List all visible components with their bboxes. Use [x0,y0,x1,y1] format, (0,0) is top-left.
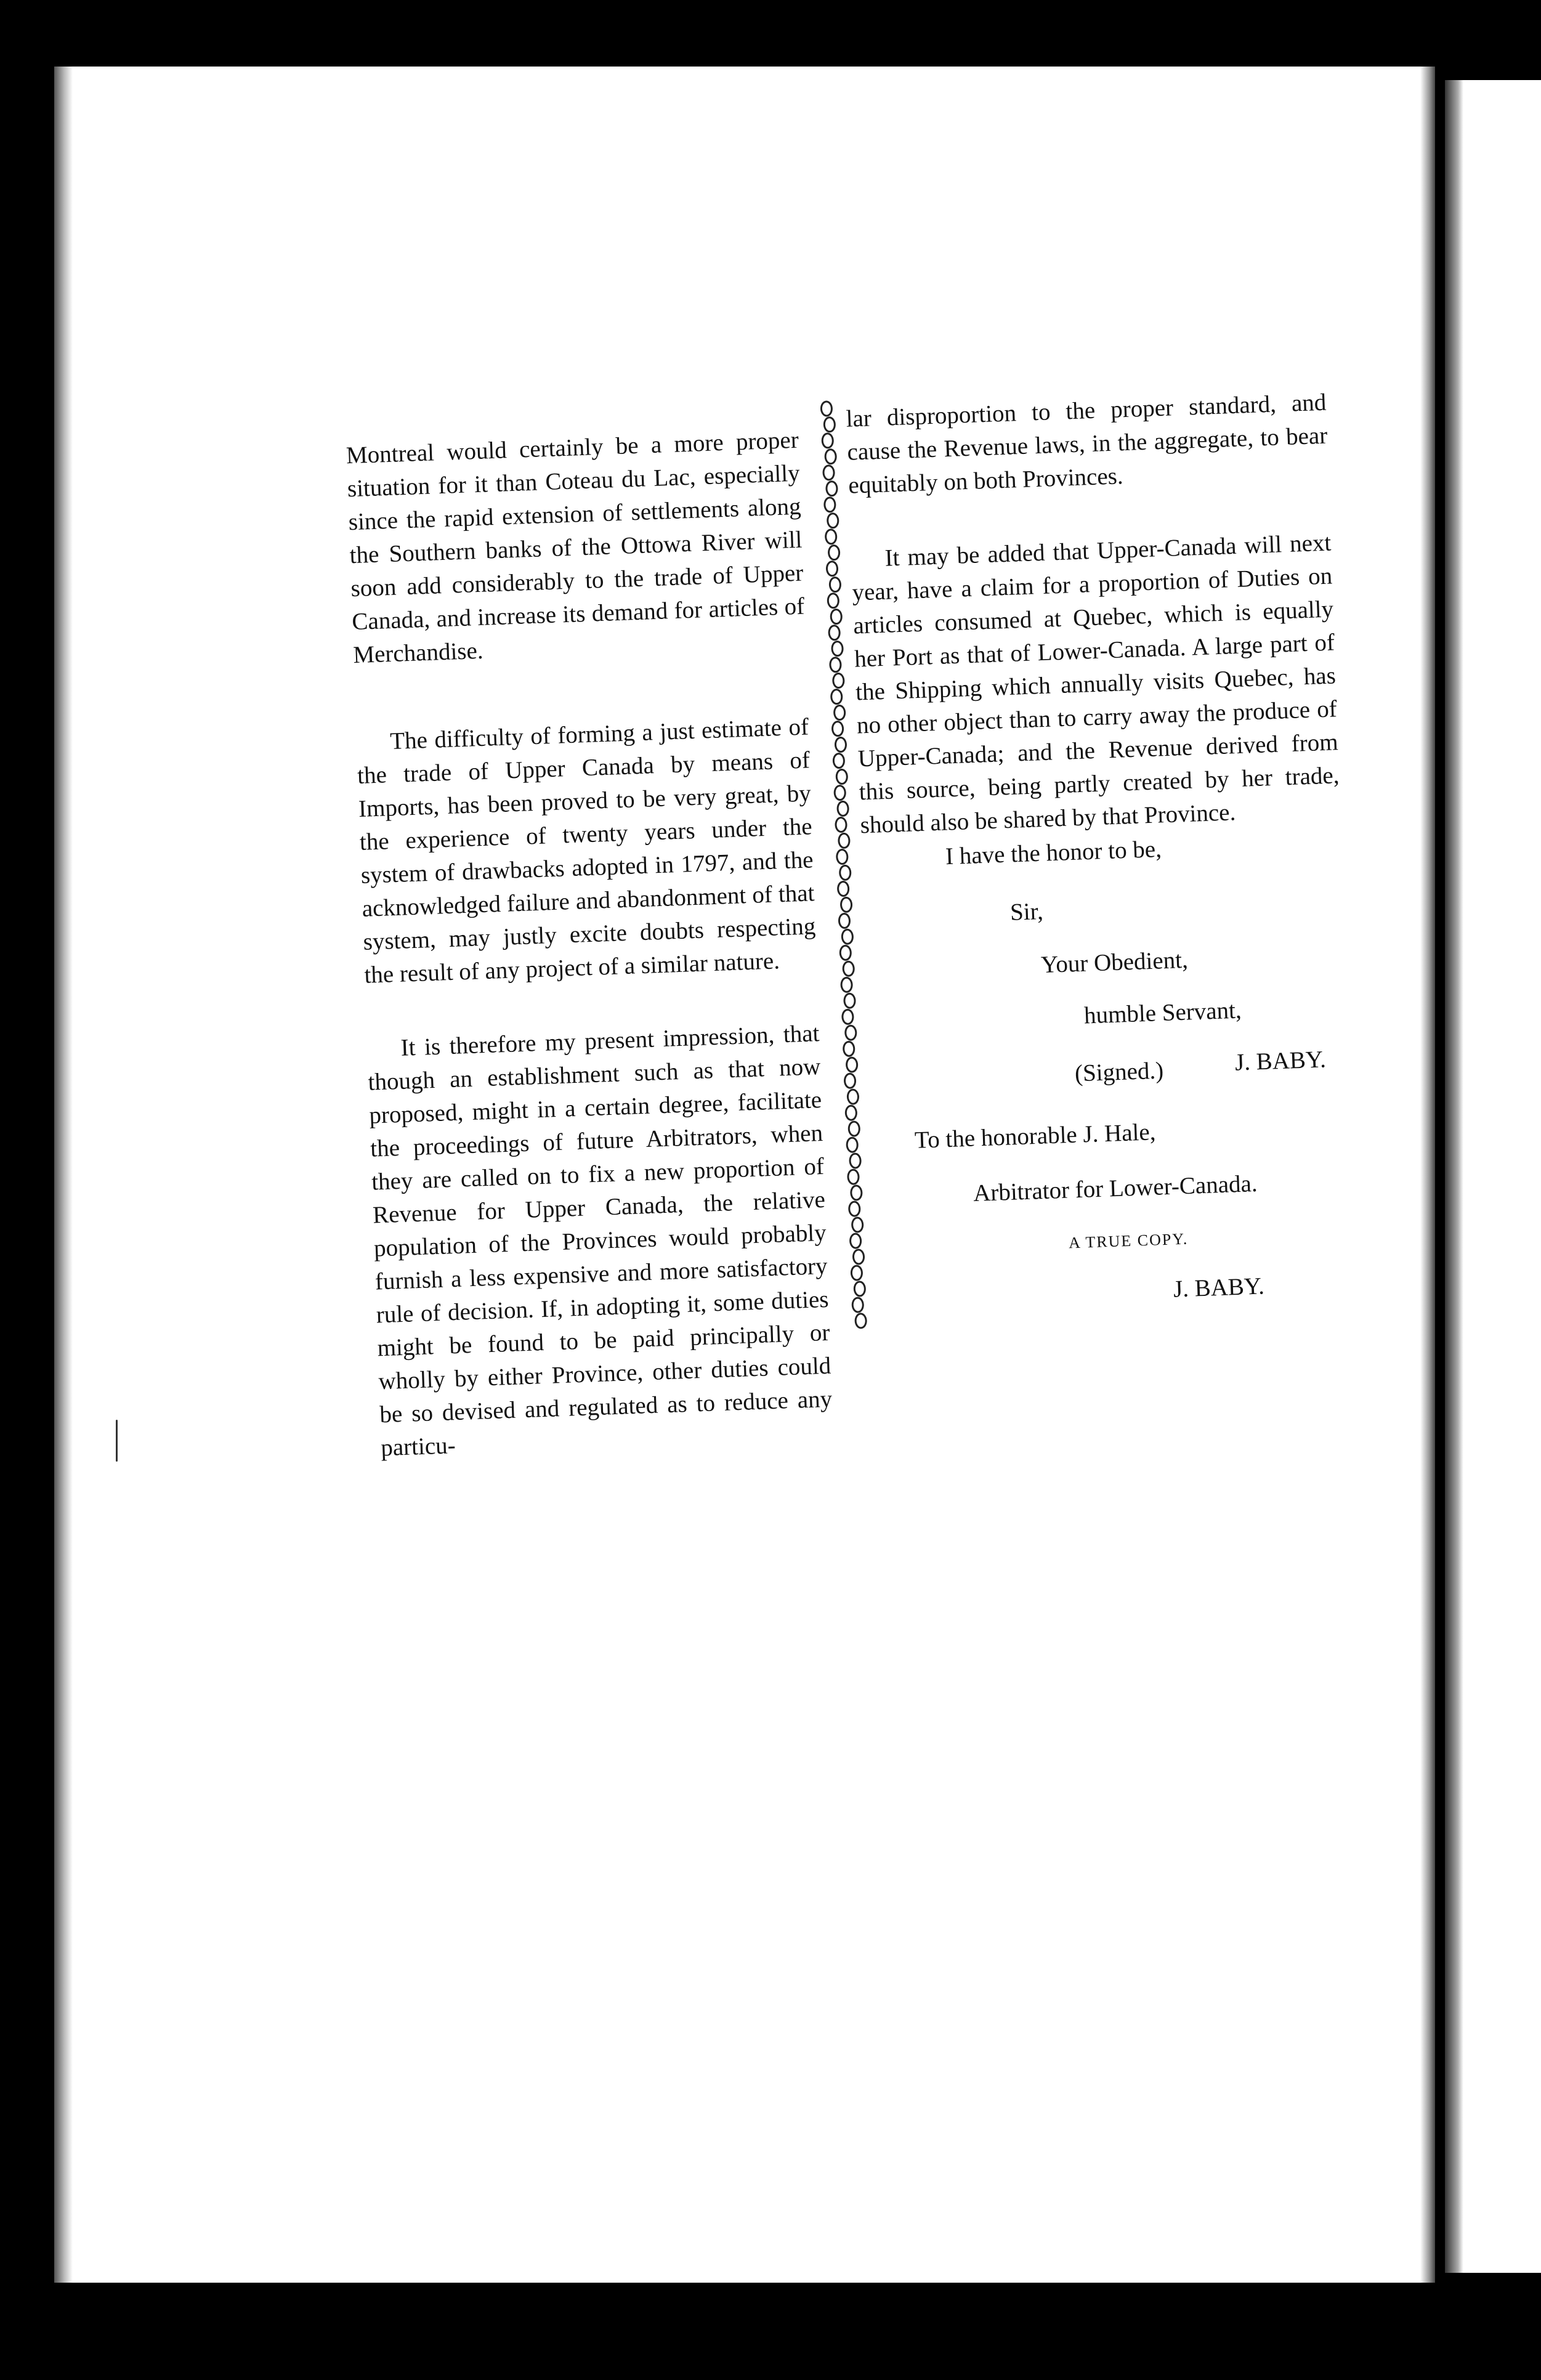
divider-link [844,1072,857,1089]
divider-link [839,945,852,961]
divider-link [833,785,846,801]
divider-link [840,977,853,994]
divider-link [825,528,838,545]
divider-link [833,705,846,721]
signed-name: J. BABY. [1234,1046,1327,1076]
divider-link [832,673,845,689]
divider-link [846,1056,859,1073]
divider-link [851,1216,864,1233]
divider-link [850,1265,863,1281]
divider-link [828,544,841,561]
left-text-column [346,424,834,1465]
divider-link [849,1232,862,1249]
divider-link [823,416,836,433]
left-paragraph-1: Montreal would certainly be a more proper situation for it than Coteau du Lac, especially since the rapid extension of settlements along the Southern banks of the Ottowa River will soon add considerably to the trade of Upper Canada, and increase its demand for articles of Merchandise. [346,426,805,669]
divider-link [847,1120,860,1137]
divider-link [849,1152,862,1169]
divider-link [836,849,849,865]
divider-link [843,992,856,1009]
divider-link [827,512,839,529]
divider-link [850,1184,863,1201]
divider-link [836,801,849,817]
divider-link [820,400,833,417]
divider-link [828,577,841,593]
divider-link [830,609,843,625]
divider-link [835,817,847,833]
divider-link [835,737,847,753]
divider-link [824,448,837,465]
closing-line-sir: Sir, [1009,898,1044,926]
margin-mark [116,1420,118,1462]
divider-link [844,1104,857,1121]
divider-link [825,480,838,497]
divider-link [847,1168,860,1185]
divider-link [841,928,854,945]
right-text-column [846,386,1341,843]
addressee-line: To the honorable J. Hale, [914,1119,1157,1154]
divider-link [837,881,850,897]
closing-line-honor: I have the honor to be, [945,835,1162,870]
divider-link [823,496,836,513]
divider-link [832,753,845,769]
divider-link [842,960,855,977]
divider-link [822,464,835,481]
divider-link [835,769,848,785]
divider-link [838,913,851,929]
divider-link [844,1024,857,1041]
divider-link [821,432,834,449]
divider-link [829,657,842,673]
divider-link [854,1313,867,1329]
addressee-title: Arbitrator for Lower-Canada. [973,1170,1258,1207]
divider-link [838,833,851,849]
page-right-edge-shadow [1420,67,1435,2283]
divider-link [841,1009,854,1026]
left-paragraph-3: It is therefore my present impression, that though an establishment such as that now proposed, might in a certain degree, facilitate the proceedings of future Arbitrators, when they are called on to fix a new proportion of Revenue for Upper Canada, the relative population of the Provinces would probably furnish a less expensive and more satisfactory rule of decision. If, in adopting it, some duties might be found to be paid principally or wholly by either Province, other duties could be so devised and regulated as to reduce any particu- [367,1020,833,1462]
true-copy-label: A TRUE COPY. [1068,1229,1189,1252]
left-paragraph-2: The difficulty of forming a just estimate of the trade of Upper Canada by means of Imports, has been proved to be very great, by the experience of twenty years under the system of drawbacks adopted in 1797, and the acknowledged failure and abandonment of that system, may justly excite doubts respecting the result of any project of a similar nature. [357,713,816,989]
divider-link [839,865,852,881]
adjacent-page-shadow [1445,80,1463,2273]
divider-link [846,1136,859,1153]
divider-link [840,896,853,913]
closing-line-servant: humble Servant, [1083,997,1242,1029]
right-paragraph-1: lar disproportion to the proper standard, and cause the Revenue laws, in the aggregate, to bear equitably on both Provinces. [845,389,1328,499]
divider-link [831,721,844,737]
divider-link [827,593,839,609]
divider-link [831,641,844,657]
divider-link [830,689,843,705]
divider-link [851,1297,864,1313]
divider-link [846,1088,859,1105]
divider-link [826,561,839,577]
closing-line-obedient: Your Obedient, [1040,946,1189,979]
divider-link [852,1249,865,1265]
divider-link [843,1040,855,1057]
divider-link [828,625,841,641]
page-left-edge-shadow [54,67,73,2283]
divider-link [853,1281,866,1297]
right-paragraph-2: It may be added that Upper-Canada will next year, have a claim for a proportion of Duties on articles consumed at Quebec, which is equally her Port as that of Lower-Canada. A large part of the Shipping which annually visits Quebec, has no other object than to carry away the produce of Upper-Canada; and the Revenue derived from this source, being partly created by her trade, should also be shared by that Province. [851,529,1340,839]
signed-label: (Signed.) [1074,1057,1164,1087]
copy-signature: J. BABY. [1173,1273,1265,1303]
divider-link [848,1200,861,1217]
